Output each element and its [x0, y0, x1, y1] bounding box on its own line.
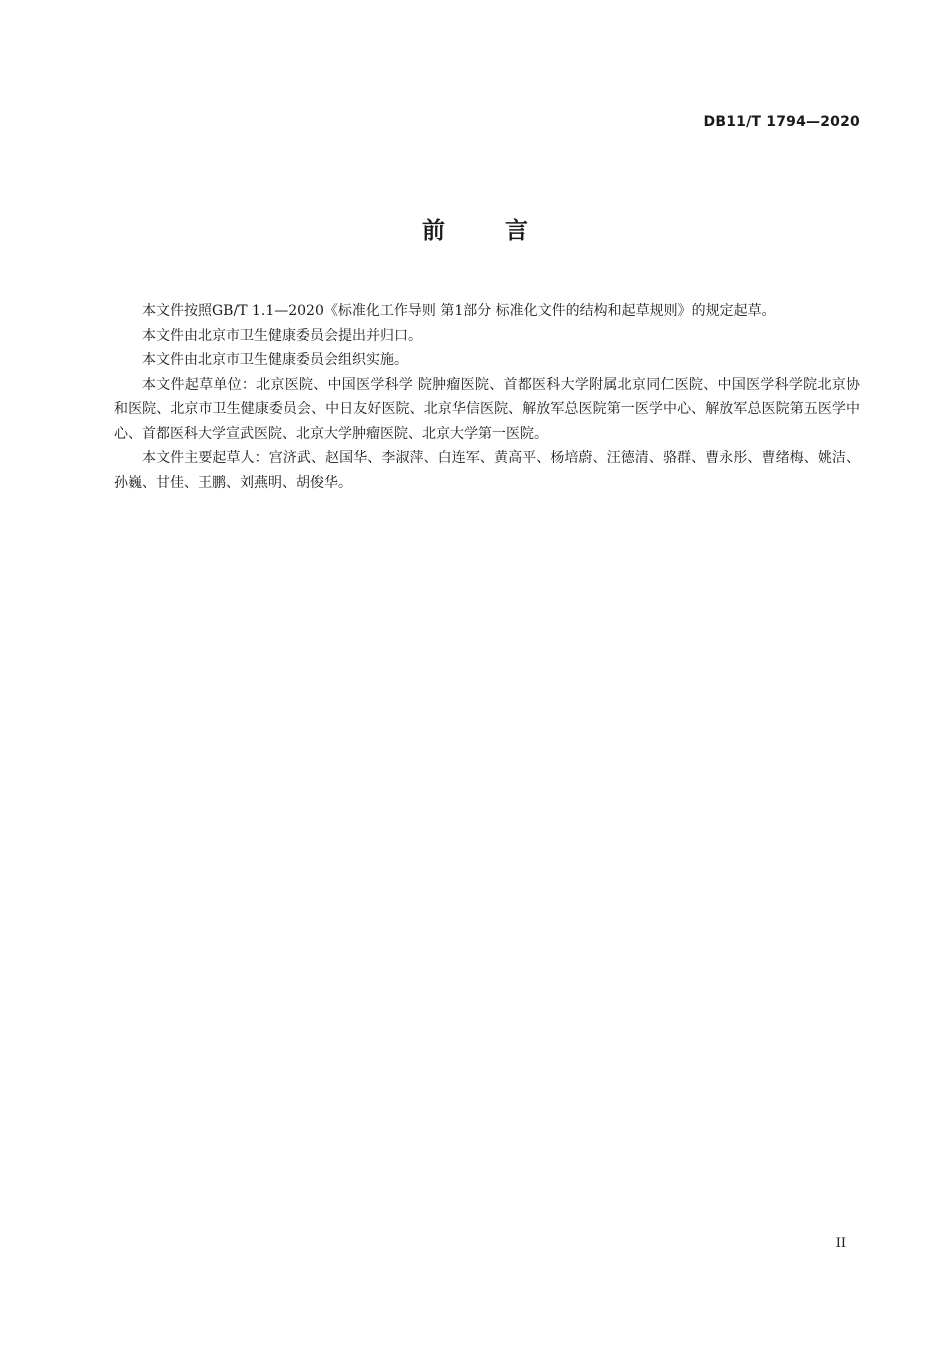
paragraph-drafting-rules: 本文件按照GB/T 1.1—2020《标准化工作导则 第1部分 标准化文件的结构和起草规则》的规定起草。 [142, 303, 776, 319]
paragraph-drafting-units: 本文件起草单位：北京医院、中国医学科学 院肿瘤医院、首都医科大学附属北京同仁医院、中国医学科学院北京协和医院、北京市卫生健康委员会、中日友好医院、北京华信医院、解放军总医院第一医学中心、解放军总医院第五医学中心、首都医科大学宣武医院、北京大学肿瘤医院、北京大学第一医院。 [114, 376, 860, 442]
paragraph-implementer: 本文件由北京市卫生健康委员会组织实施。 [142, 352, 408, 368]
paragraph-drafters: 本文件主要起草人：宫济武、赵国华、李淑萍、白连军、黄高平、杨培蔚、汪德清、骆群、曹永彤、曹绪梅、姚洁、孙巍、甘佳、王鹏、刘燕明、胡俊华。 [114, 450, 860, 491]
page-number: II [835, 1236, 846, 1251]
foreword-body [114, 299, 860, 495]
page-title: 前 言 [421, 218, 554, 244]
document-code: DB11/T 1794—2020 [703, 114, 860, 130]
paragraph-proposer: 本文件由北京市卫生健康委员会提出并归口。 [142, 327, 422, 344]
